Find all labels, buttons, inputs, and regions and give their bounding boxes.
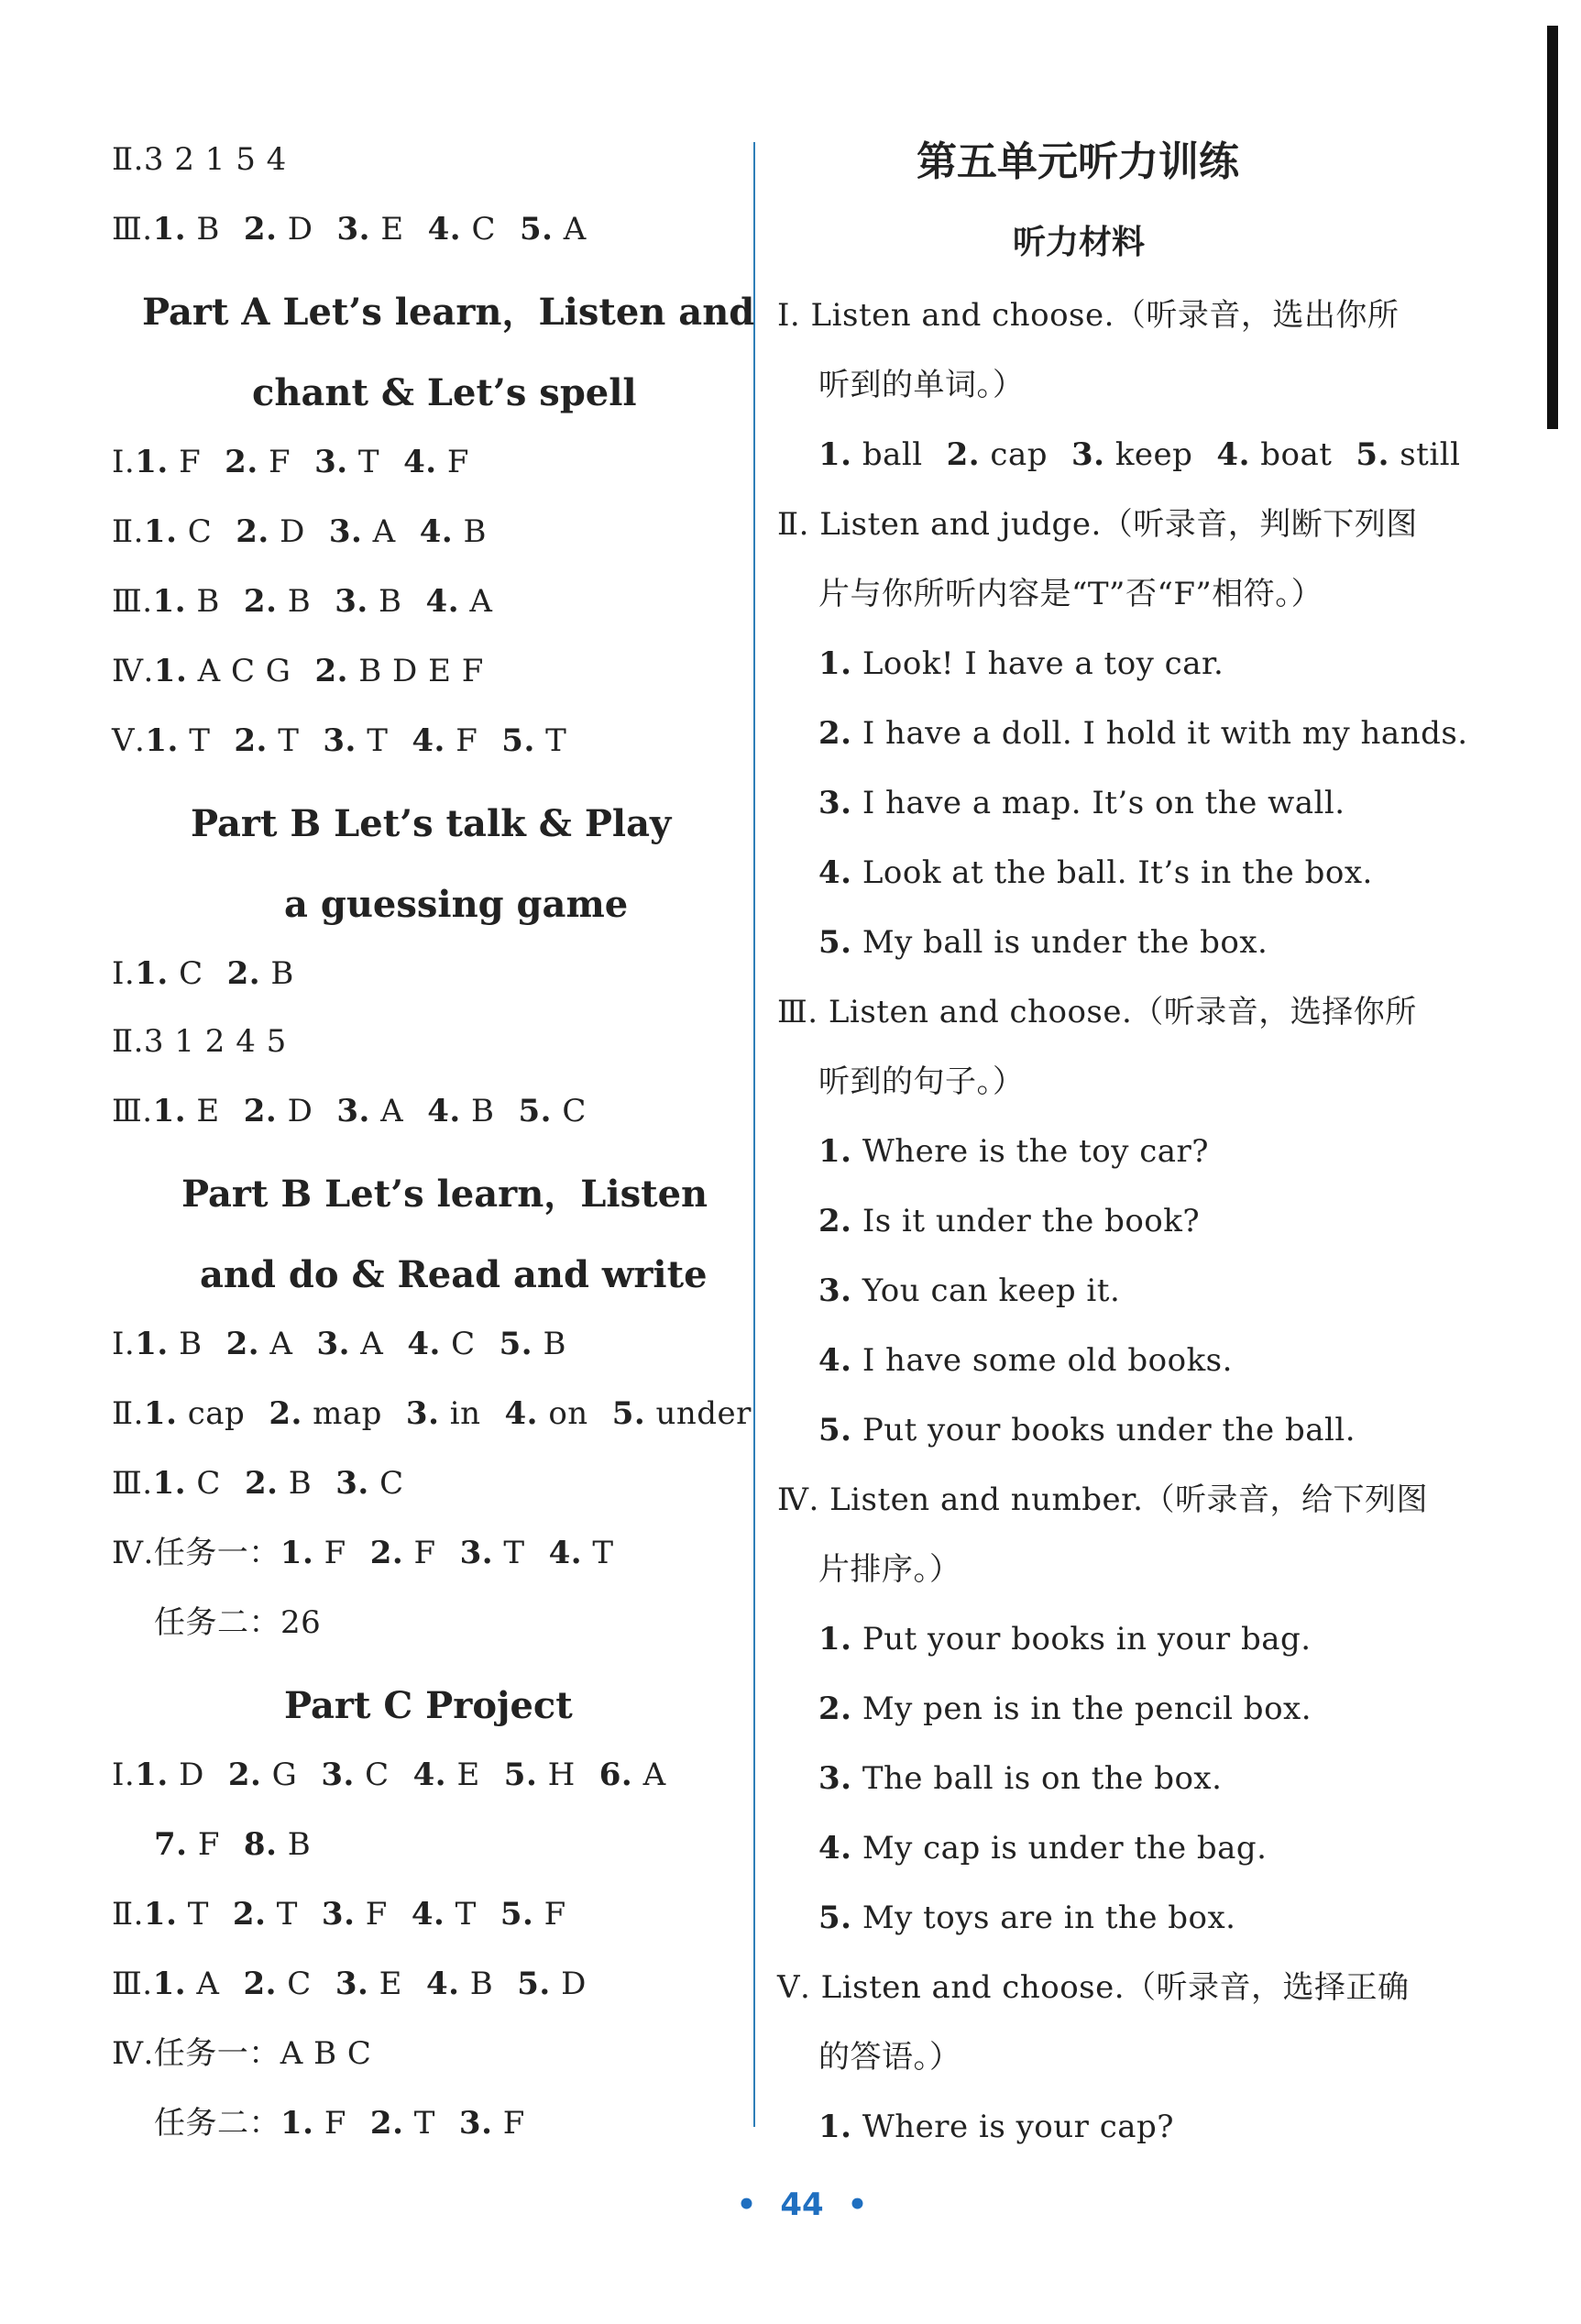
answer-number: 1.	[152, 583, 187, 620]
sentence-text: Where is your cap?	[862, 2109, 1175, 2145]
question-label: Ⅲ.	[112, 1465, 153, 1502]
answer-value: still	[1400, 436, 1461, 473]
transcript-sentence	[818, 713, 1468, 754]
answer-value: ball	[862, 436, 923, 473]
answer-number: 2.	[236, 513, 269, 550]
answer-number: 2.	[243, 1966, 277, 2002]
part-heading: and do & Read and write	[200, 1253, 708, 1296]
answer-line: Ⅱ.3 1 2 4 5	[112, 1023, 287, 1060]
column-divider	[753, 142, 755, 2127]
transcript-sentence	[818, 1898, 1235, 1938]
answer-value: F	[543, 1896, 566, 1933]
answer-value: T	[278, 722, 300, 759]
answer-number: 2.	[225, 444, 258, 480]
transcript-sentence	[818, 1619, 1312, 1659]
answer-number: 4.	[504, 1395, 538, 1432]
answer-number: 2.	[244, 1465, 279, 1502]
question-label: Ⅴ.	[112, 722, 146, 759]
answer-line: 听到的句子。）	[818, 1063, 1025, 1100]
answer-number: 1.	[280, 2105, 314, 2142]
part-heading: chant & Let’s spell	[252, 371, 637, 414]
sentence-text: My pen is in the pencil box.	[862, 1691, 1312, 1727]
answer-value: D	[280, 513, 305, 550]
answer-value: A	[469, 583, 493, 620]
answer-number: 1.	[152, 1093, 187, 1129]
answer-value: T	[413, 2105, 435, 2142]
answer-value: C	[379, 1465, 404, 1502]
answer-value: B	[543, 1326, 566, 1362]
question-label: Ⅰ.	[112, 444, 136, 480]
answer-value: B	[471, 1093, 495, 1129]
answer-number: 3.	[328, 513, 363, 550]
answer-number: 1.	[280, 1535, 314, 1571]
answer-number: 2.	[243, 211, 278, 248]
answer-line	[112, 512, 487, 552]
answer-value: F	[502, 2105, 525, 2142]
answer-number: 5.	[517, 1966, 551, 2002]
answer-number: 2.	[369, 1535, 404, 1571]
answer-number: 2.	[946, 436, 981, 473]
sentence-number: 3.	[818, 1760, 852, 1797]
answer-number: 1.	[135, 1757, 169, 1793]
sentence-text: My cap is under the bag.	[862, 1830, 1268, 1867]
answer-number: 2.	[225, 1326, 260, 1362]
answer-number: 1.	[153, 653, 188, 689]
sentence-text: Put your books under the ball.	[862, 1412, 1356, 1448]
answer-line	[112, 721, 566, 761]
answer-value: B D E F	[358, 653, 484, 689]
answer-number: 1.	[143, 1896, 178, 1933]
answer-number: 4.	[1216, 436, 1250, 473]
sentence-number: 4.	[818, 1342, 852, 1379]
answer-value: F	[197, 1826, 220, 1863]
answer-line	[112, 1393, 752, 1434]
answer-line	[112, 1091, 587, 1131]
answer-line	[112, 1533, 614, 1573]
answer-value: D	[179, 1757, 204, 1793]
answer-value: B	[196, 211, 220, 248]
answer-number: 1.	[135, 1326, 169, 1362]
answer-line	[112, 651, 484, 691]
answer-value: T	[187, 1896, 209, 1933]
answer-number: 2.	[269, 1395, 302, 1432]
answer-value: F	[324, 2105, 346, 2142]
answer-line	[112, 1324, 566, 1364]
answer-value: F	[268, 444, 291, 480]
answer-number: 3.	[335, 583, 368, 620]
answer-value: H	[547, 1757, 576, 1793]
answer-value: B	[288, 1465, 313, 1502]
answer-value: T	[276, 1896, 298, 1933]
answer-value: E	[196, 1093, 220, 1129]
answer-number: 4.	[427, 211, 462, 248]
sentence-text: Look at the ball. It’s in the box.	[862, 854, 1373, 891]
question-label: Ⅳ.任务一：	[112, 1535, 280, 1571]
sentence-number: 1.	[818, 2109, 852, 2145]
answer-value: E	[380, 211, 404, 248]
answer-value: C	[451, 1326, 476, 1362]
answer-number: 5.	[611, 1395, 646, 1432]
answer-number: 6.	[598, 1757, 633, 1793]
part-heading: Part A Let’s learn，Listen and	[142, 291, 755, 334]
answer-line: Ⅳ.任务一：A B C	[112, 2035, 372, 2072]
answer-line	[112, 1964, 587, 2004]
answer-value: cap	[187, 1395, 246, 1432]
answer-number: 2.	[243, 583, 278, 620]
answer-number: 1.	[135, 955, 169, 992]
answer-number: 4.	[412, 1757, 447, 1793]
answer-number: 3.	[335, 1966, 369, 2002]
answer-line	[112, 1894, 566, 1934]
answer-value: D	[561, 1966, 587, 2002]
answer-number: 5.	[500, 1896, 534, 1933]
question-label: Ⅲ.	[112, 583, 153, 620]
transcript-sentence	[818, 644, 1224, 684]
answer-line: 片与你所听内容是“T”否“F”相符。）	[818, 576, 1323, 612]
answer-line: Ⅲ. Listen and choose.（听录音，选择你所	[777, 994, 1417, 1030]
answer-value: C	[179, 955, 203, 992]
sentence-number: 3.	[818, 1272, 852, 1309]
transcript-sentence	[818, 1828, 1268, 1868]
transcript-sentence	[818, 1201, 1200, 1241]
sentence-number: 1.	[818, 1621, 852, 1658]
answer-value: C	[187, 513, 213, 550]
sentence-number: 1.	[818, 1133, 852, 1170]
answer-value: F	[179, 444, 202, 480]
answer-value: A	[563, 211, 587, 248]
answer-number: 5.	[503, 1757, 538, 1793]
sentence-number: 4.	[818, 854, 852, 891]
answer-number: 2.	[243, 1093, 278, 1129]
sentence-text: I have some old books.	[862, 1342, 1233, 1379]
answer-number: 1.	[143, 1395, 178, 1432]
answer-value: B	[270, 955, 294, 992]
footer-dot-left: •	[736, 2186, 757, 2223]
page-number-footer	[710, 2186, 894, 2223]
sentence-text: Put your books in your bag.	[862, 1621, 1312, 1658]
answer-value: F	[324, 1535, 346, 1571]
answer-line	[818, 435, 1460, 475]
answer-value: T	[592, 1535, 614, 1571]
transcript-sentence	[818, 1271, 1120, 1311]
sentence-number: 1.	[818, 645, 852, 682]
answer-number: 3.	[336, 1093, 370, 1129]
sentence-text: My ball is under the box.	[862, 924, 1268, 961]
answer-number: 2.	[232, 1896, 267, 1933]
answer-line: Ⅱ.3 2 1 5 4	[112, 141, 287, 178]
question-label: Ⅲ.	[112, 1966, 153, 2002]
answer-number: 1.	[152, 1966, 187, 2002]
sentence-number: 3.	[818, 785, 852, 821]
question-label: Ⅰ.	[112, 955, 136, 992]
answer-number: 1.	[152, 1465, 187, 1502]
transcript-sentence	[818, 783, 1345, 823]
transcript-sentence	[818, 1758, 1222, 1799]
answer-line	[112, 442, 469, 482]
answer-value: A	[642, 1757, 666, 1793]
sentence-text: You can keep it.	[862, 1272, 1121, 1309]
answer-value: T	[503, 1535, 525, 1571]
part-heading: Part B Let’s learn，Listen	[181, 1173, 708, 1216]
answer-line	[112, 1463, 404, 1503]
question-label: Ⅰ.	[112, 1326, 136, 1362]
section-subtitle: 听力材料	[1013, 224, 1146, 261]
transcript-sentence	[818, 2107, 1174, 2147]
answer-value: A	[380, 1093, 404, 1129]
answer-line	[112, 581, 492, 622]
answer-number: 4.	[412, 722, 445, 759]
answer-number: 4.	[407, 1326, 441, 1362]
sentence-text: I have a doll. I hold it with my hands.	[862, 715, 1468, 752]
answer-number: 3.	[459, 1535, 494, 1571]
answer-value: map	[313, 1395, 382, 1432]
question-label: Ⅱ.	[112, 513, 144, 550]
answer-value: B	[379, 583, 402, 620]
answer-value: A	[372, 513, 396, 550]
answer-number: 1.	[152, 211, 187, 248]
answer-value: F	[365, 1896, 388, 1933]
transcript-sentence	[818, 1131, 1209, 1172]
answer-number: 7.	[154, 1826, 188, 1863]
answer-value: A	[196, 1966, 220, 2002]
answer-line: 的答语。）	[818, 2039, 961, 2076]
answer-number: 3.	[323, 722, 357, 759]
answer-number: 3.	[321, 1757, 355, 1793]
answer-number: 2.	[227, 1757, 262, 1793]
answer-value: cap	[990, 436, 1048, 473]
answer-value: B	[179, 1326, 203, 1362]
answer-line: 片排序。）	[818, 1551, 961, 1588]
answer-number: 2.	[234, 722, 268, 759]
answer-number: 4.	[411, 1896, 445, 1933]
transcript-sentence	[818, 1410, 1356, 1450]
section-title: 第五单元听力训练	[917, 138, 1239, 185]
answer-line: Ⅰ. Listen and choose.（听录音，选出你所	[777, 297, 1400, 334]
answer-number: 3.	[336, 211, 370, 248]
answer-value: A C G	[197, 653, 291, 689]
question-label: Ⅱ.	[112, 1896, 144, 1933]
answer-value: under	[655, 1395, 752, 1432]
answer-number: 3.	[1071, 436, 1105, 473]
sentence-number: 2.	[818, 1691, 852, 1727]
answer-value: keep	[1114, 436, 1193, 473]
answer-number: 2.	[369, 2105, 404, 2142]
answer-number: 4.	[419, 513, 454, 550]
sentence-text: My toys are in the box.	[862, 1900, 1236, 1936]
sentence-text: Look! I have a toy car.	[862, 645, 1224, 682]
answer-number: 3.	[458, 2105, 493, 2142]
part-heading: Part C Project	[284, 1684, 573, 1727]
answer-line	[112, 209, 587, 249]
answer-line	[112, 953, 294, 994]
question-label: Ⅲ.	[112, 1093, 153, 1129]
answer-number: 5.	[1356, 436, 1389, 473]
answer-number: 5.	[501, 722, 535, 759]
answer-value: F	[456, 722, 478, 759]
answer-line	[154, 2103, 525, 2143]
sentence-number: 2.	[818, 715, 852, 752]
answer-value: C	[562, 1093, 587, 1129]
answer-value: B	[287, 1826, 312, 1863]
answer-value: A	[269, 1326, 293, 1362]
answer-number: 4.	[548, 1535, 583, 1571]
answer-value: C	[287, 1966, 312, 2002]
answer-value: D	[287, 1093, 313, 1129]
answer-value: B	[463, 513, 488, 550]
answer-value: T	[367, 722, 389, 759]
answer-number: 1.	[143, 513, 178, 550]
answer-number: 3.	[335, 1465, 369, 1502]
answer-value: B	[196, 583, 220, 620]
question-label: Ⅲ.	[112, 211, 153, 248]
answer-number: 5.	[499, 1326, 533, 1362]
sentence-number: 4.	[818, 1830, 852, 1867]
sentence-text: I have a map. It’s on the wall.	[862, 785, 1345, 821]
answer-number: 5.	[518, 1093, 553, 1129]
answer-number: 3.	[314, 444, 348, 480]
answer-value: D	[287, 211, 313, 248]
answer-number: 4.	[403, 444, 437, 480]
answer-number: 3.	[405, 1395, 440, 1432]
answer-value: T	[545, 722, 567, 759]
answer-number: 1.	[145, 722, 179, 759]
answer-line: 任务二：26	[154, 1604, 322, 1641]
transcript-sentence	[818, 853, 1373, 893]
sentence-number: 5.	[818, 1412, 852, 1448]
answer-value: T	[189, 722, 211, 759]
answer-value: E	[379, 1966, 402, 2002]
question-label: Ⅱ.	[112, 1395, 144, 1432]
answer-value: A	[360, 1326, 384, 1362]
sentence-number: 5.	[818, 924, 852, 961]
answer-number: 1.	[135, 444, 169, 480]
answer-value: E	[456, 1757, 480, 1793]
answer-number: 1.	[818, 436, 852, 473]
answer-number: 4.	[425, 583, 460, 620]
answer-value: C	[196, 1465, 221, 1502]
answer-value: T	[357, 444, 380, 480]
question-label: Ⅳ.	[112, 653, 154, 689]
answer-number: 2.	[226, 955, 261, 992]
answer-value: boat	[1260, 436, 1333, 473]
answer-line	[154, 1824, 311, 1865]
answer-number: 2.	[314, 653, 348, 689]
answer-value: C	[365, 1757, 390, 1793]
question-label: 任务二：	[154, 2105, 280, 2142]
answer-number: 8.	[243, 1826, 278, 1863]
answer-value: C	[471, 211, 496, 248]
answer-number: 3.	[316, 1326, 350, 1362]
part-heading: a guessing game	[284, 883, 629, 926]
sentence-text: Where is the toy car?	[862, 1133, 1210, 1170]
answer-line: 听到的单词。）	[818, 367, 1025, 403]
answer-line	[112, 1755, 666, 1795]
part-heading: Part B Let’s talk & Play	[191, 802, 672, 845]
answer-line: Ⅱ. Listen and judge.（听录音，判断下列图	[777, 506, 1418, 543]
footer-dot-right: •	[847, 2186, 868, 2223]
answer-value: B	[469, 1966, 494, 2002]
page-number: 44	[780, 2186, 824, 2223]
answer-line: Ⅳ. Listen and number.（听录音，给下列图	[777, 1481, 1428, 1518]
answer-value: F	[446, 444, 469, 480]
answer-number: 5.	[519, 211, 554, 248]
answer-value: T	[455, 1896, 477, 1933]
answer-value: B	[287, 583, 312, 620]
answer-value: F	[413, 1535, 436, 1571]
transcript-sentence	[818, 1340, 1233, 1381]
sentence-number: 2.	[818, 1203, 852, 1239]
answer-value: G	[271, 1757, 298, 1793]
answer-line: Ⅴ. Listen and choose.（听录音，选择正确	[777, 1969, 1410, 2006]
transcript-sentence	[818, 922, 1268, 963]
sentence-text: The ball is on the box.	[862, 1760, 1223, 1797]
answer-number: 3.	[321, 1896, 356, 1933]
sentence-text: Is it under the book?	[862, 1203, 1201, 1239]
question-label: Ⅰ.	[112, 1757, 136, 1793]
answer-value: on	[548, 1395, 588, 1432]
sentence-number: 5.	[818, 1900, 852, 1936]
answer-number: 4.	[427, 1093, 461, 1129]
page-edge-bar	[1547, 26, 1558, 429]
answer-number: 4.	[425, 1966, 460, 2002]
answer-value: in	[449, 1395, 481, 1432]
transcript-sentence	[818, 1689, 1312, 1729]
